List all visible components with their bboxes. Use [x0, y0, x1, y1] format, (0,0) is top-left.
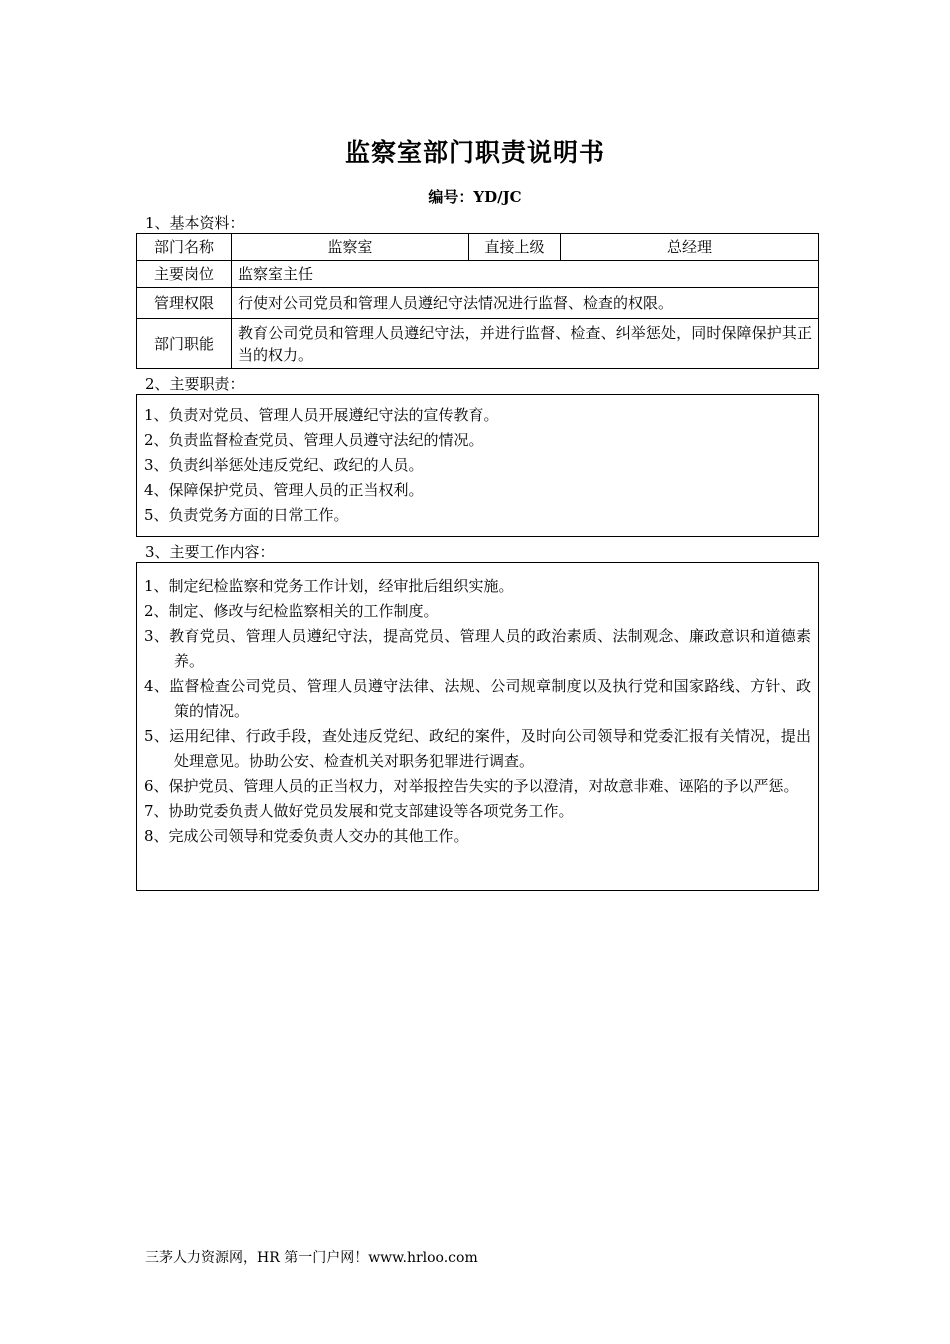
authority-value: 行使对公司党员和管理人员遵纪守法情况进行监督、检查的权限。	[232, 288, 819, 319]
section-work-content-heading: 3、主要工作内容：	[145, 543, 275, 561]
section-basic-info-heading: 1、基本资料：	[145, 214, 245, 232]
duty-item: 5、负责党务方面的日常工作。	[144, 506, 349, 524]
work-item: 7、协助党委负责人做好党员发展和党支部建设等各项党务工作。	[144, 802, 574, 820]
footer-text: 三茅人力资源网，HR 第一门户网！www.hrloo.com	[145, 1250, 478, 1266]
dept-name-value: 监察室	[232, 234, 469, 261]
work-item: 2、制定、修改与纪检监察相关的工作制度。	[144, 602, 439, 620]
duty-item: 4、保障保护党员、管理人员的正当权利。	[144, 481, 424, 499]
dept-name-label: 部门名称	[137, 234, 232, 261]
main-post-value: 监察室主任	[232, 261, 819, 288]
superior-value: 总经理	[561, 234, 819, 261]
work-item: 3、教育党员、管理人员遵纪守法，提高党员、管理人员的政治素质、法制观念、廉政意识和道德素养。	[144, 627, 811, 670]
superior-label: 直接上级	[469, 234, 561, 261]
document-title: 监察室部门职责说明书	[344, 138, 605, 167]
authority-label: 管理权限	[137, 288, 232, 319]
work-item: 1、制定纪检监察和党务工作计划，经审批后组织实施。	[144, 577, 514, 595]
main-post-label: 主要岗位	[137, 261, 232, 288]
work-content-box	[136, 562, 819, 891]
duty-item: 1、负责对党员、管理人员开展遵纪守法的宣传教育。	[144, 406, 499, 424]
work-item: 8、完成公司领导和党委负责人交办的其他工作。	[144, 827, 469, 845]
work-item: 6、保护党员、管理人员的正当权力，对举报控告失实的予以澄清，对故意非难、诬陷的予以严惩。	[144, 777, 799, 795]
basic-info-table	[136, 233, 819, 369]
section-duties-heading: 2、主要职责：	[145, 375, 245, 393]
work-item: 4、监督检查公司党员、管理人员遵守法律、法规、公司规章制度以及执行党和国家路线、方针、政策的情况。	[144, 677, 811, 720]
function-value: 教育公司党员和管理人员遵纪守法，并进行监督、检查、纠举惩处，同时保障保护其正当的权力。	[232, 319, 819, 369]
duties-box	[136, 394, 819, 537]
duty-item: 2、负责监督检查党员、管理人员遵守法纪的情况。	[144, 431, 484, 449]
document-code: 编号：YD/JC	[428, 188, 522, 206]
duty-item: 3、负责纠举惩处违反党纪、政纪的人员。	[144, 456, 424, 474]
function-label: 部门职能	[137, 319, 232, 369]
work-item: 5、运用纪律、行政手段，查处违反党纪、政纪的案件，及时向公司领导和党委汇报有关情况，提出处理意见。协助公安、检查机关对职务犯罪进行调查。	[144, 727, 811, 770]
